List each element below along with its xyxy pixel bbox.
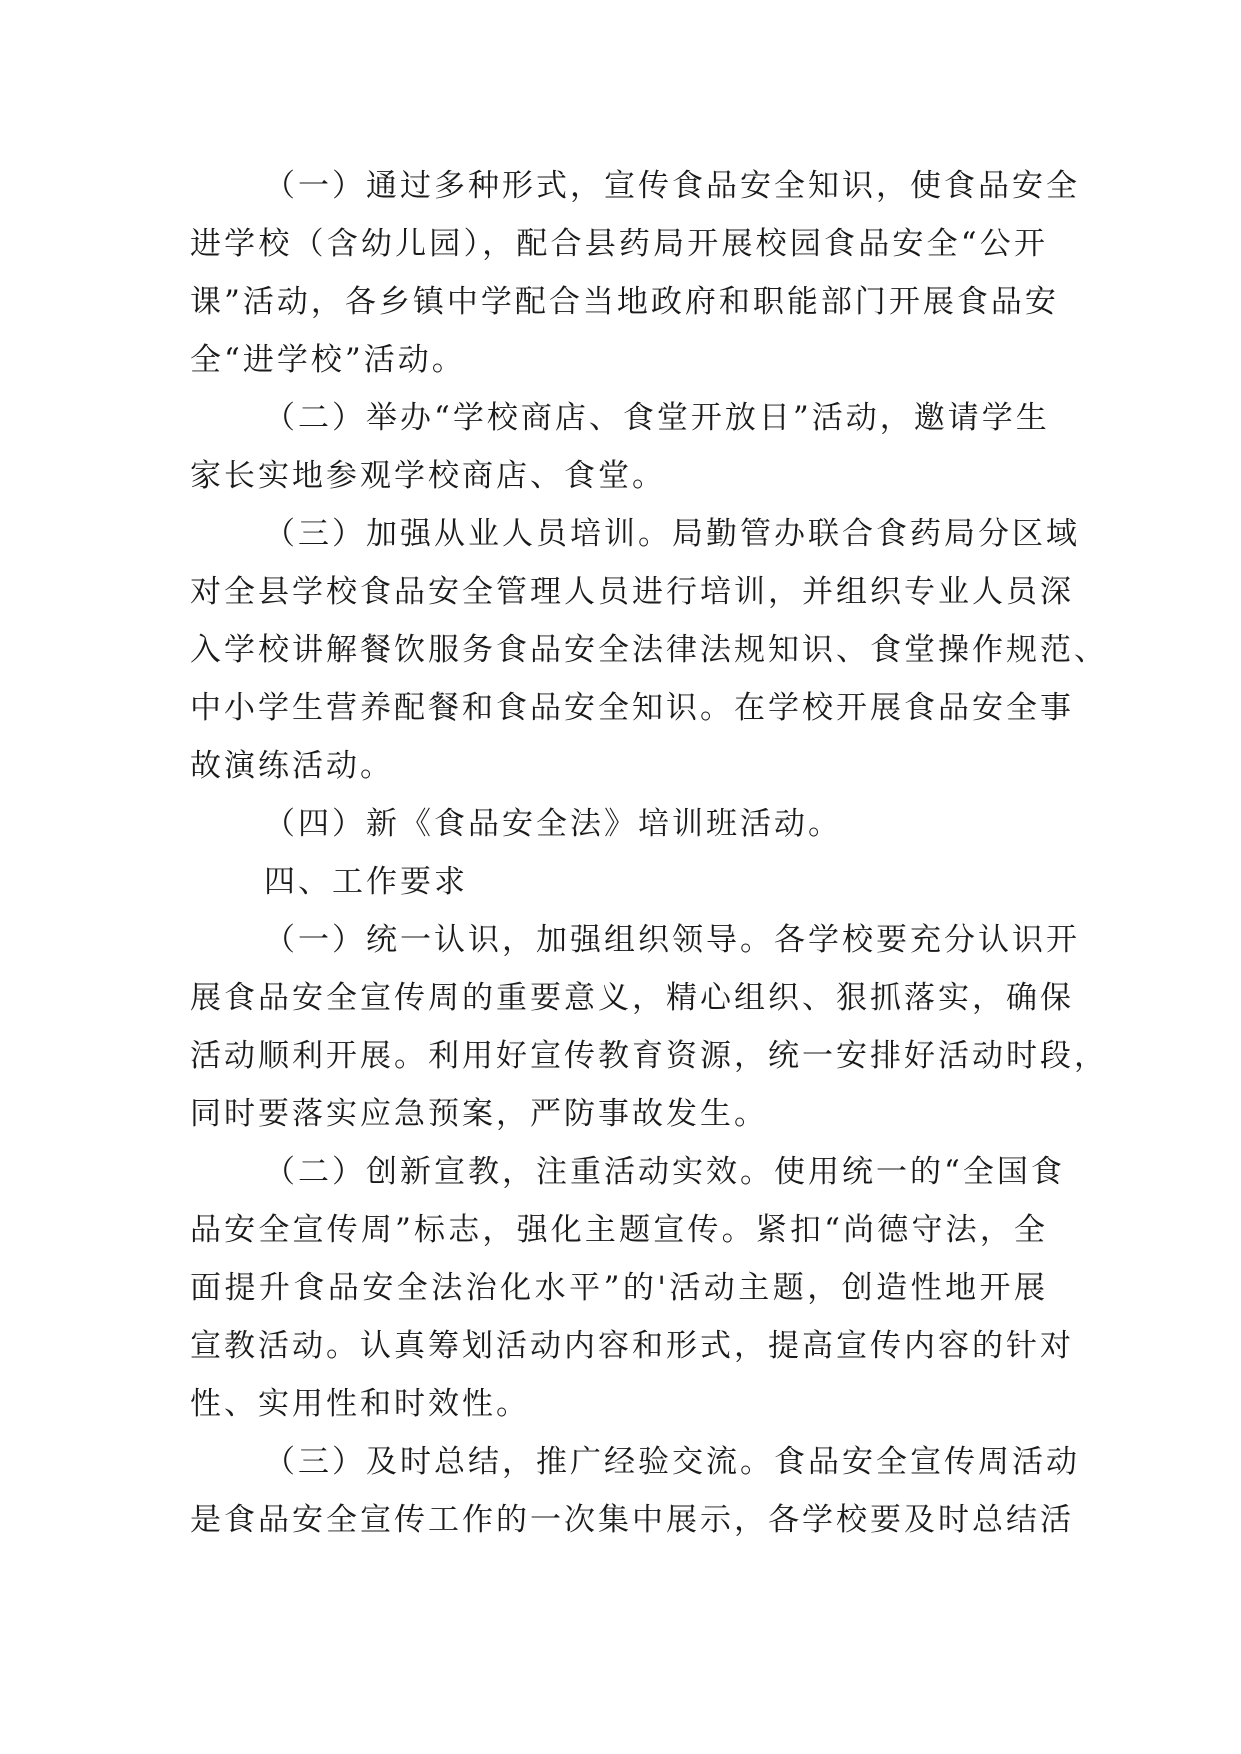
text-line: 品安全宣传周”标志，强化主题宣传。紧扣“尚德守法，全: [190, 1212, 1048, 1248]
text-line: 全“进学校”活动。: [190, 342, 466, 378]
text-line: 宣教活动。认真筹划活动内容和形式，提高宣传内容的针对: [190, 1328, 1074, 1364]
paragraph-staff-training: [190, 505, 1108, 795]
text-line: 是食品安全宣传工作的一次集中展示，各学校要及时总结活: [190, 1502, 1074, 1538]
text-line: 家长实地参观学校商店、食堂。: [190, 458, 666, 494]
text-line: 面提升食品安全法治化水平”的'活动主题，创造性地开展: [190, 1270, 1048, 1306]
document-body: [190, 157, 1108, 1549]
text-line: 课”活动，各乡镇中学配合当地政府和职能部门开展食品安: [190, 284, 1059, 320]
text-line: 中小学生营养配餐和食品安全知识。在学校开展食品安全事: [190, 690, 1074, 726]
text-line: （四）新《食品安全法》培训班活动。: [264, 806, 842, 842]
text-line: （三）及时总结，推广经验交流。食品安全宣传周活动: [264, 1444, 1080, 1480]
text-line: （一）统一认识，加强组织领导。各学校要充分认识开: [264, 922, 1080, 958]
paragraph-timely-summary: [190, 1433, 1080, 1549]
section-heading-work-requirements: [190, 853, 1048, 911]
paragraph-law-training: [190, 795, 1048, 853]
paragraph-publicity-forms: [190, 157, 1080, 389]
text-line: 活动顺利开展。利用好宣传教育资源，统一安排好活动时段，: [190, 1038, 1108, 1074]
text-line: （三）加强从业人员培训。局勤管办联合食药局分区域: [264, 516, 1080, 552]
paragraph-open-day: [190, 389, 1048, 505]
text-line: 进学校（含幼儿园），配合县药局开展校园食品安全“公开: [190, 226, 1048, 262]
text-line: 同时要落实应急预案，严防事故发生。: [190, 1096, 768, 1132]
paragraph-unified-understanding: [190, 911, 1108, 1143]
text-line: 故演练活动。: [190, 748, 394, 784]
text-line: （二）举办“学校商店、食堂开放日”活动，邀请学生: [264, 400, 1050, 436]
text-line: 展食品安全宣传周的重要意义，精心组织、狠抓落实，确保: [190, 980, 1074, 1016]
text-line: 对全县学校食品安全管理人员进行培训，并组织专业人员深: [190, 574, 1074, 610]
text-line: （二）创新宣教，注重活动实效。使用统一的“全国食: [264, 1154, 1065, 1190]
text-line: （一）通过多种形式，宣传食品安全知识，使食品安全: [264, 168, 1080, 204]
section-heading: 四、工作要求: [264, 864, 468, 900]
paragraph-innovative-education: [190, 1143, 1074, 1433]
text-line: 入学校讲解餐饮服务食品安全法律法规知识、食堂操作规范、: [190, 632, 1108, 668]
text-line: 性、实用性和时效性。: [190, 1386, 530, 1422]
